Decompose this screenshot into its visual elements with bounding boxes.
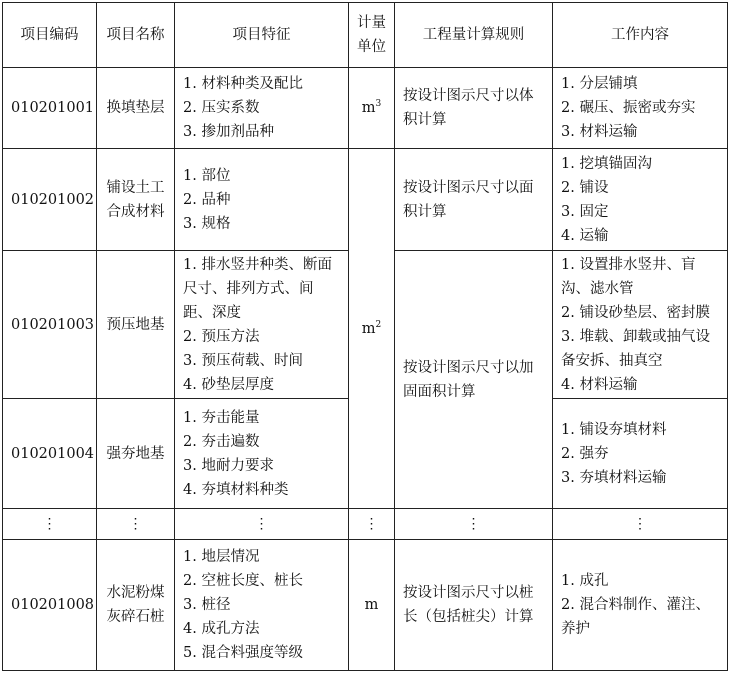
work-item: 2. 碾压、振密或夯实	[561, 100, 696, 116]
row-features	[175, 251, 349, 399]
feature-item: 3. 地耐力要求	[183, 457, 274, 474]
row-work	[553, 399, 728, 509]
row-work	[553, 251, 728, 399]
feature-item: 4. 砂垫层厚度	[183, 376, 274, 393]
work-item: 2. 强夯	[561, 445, 609, 462]
feature-item: 1. 夯击能量	[183, 409, 260, 426]
feature-item: 1. 部位	[183, 167, 231, 184]
work-item: 3. 夯填材料运输	[561, 469, 667, 486]
header-name: 项目名称	[97, 3, 175, 68]
work-item: 2. 铺设砂垫层、密封膜	[561, 304, 710, 321]
row-code: 010201004	[3, 399, 97, 509]
work-item: 2. 铺设	[561, 179, 609, 196]
row-name: 换填垫层	[97, 68, 175, 149]
feature-item: 2. 空桩长度、桩长	[183, 573, 303, 589]
unit-base: m	[361, 320, 376, 337]
ellipsis-mark: ⋮	[97, 509, 175, 540]
ellipsis-mark: ⋮	[395, 509, 553, 540]
row-code: 010201002	[3, 149, 97, 251]
header-code: 项目编码	[3, 3, 97, 68]
rule-text: 按设计图示尺寸以桩长（包括桩尖）计算	[403, 585, 534, 625]
feature-item: 1. 排水竖井种类、断面尺寸、排列方式、间距、深度	[183, 256, 332, 321]
work-item: 1. 挖填锚固沟	[561, 155, 652, 172]
work-item: 1. 设置排水竖井、盲沟、滤水管	[561, 256, 696, 297]
row-rule	[395, 540, 553, 671]
feature-item: 3. 桩径	[183, 597, 231, 613]
header-unit-line1: 计量	[357, 15, 386, 31]
work-item: 2. 混合料制作、灌注、养护	[561, 597, 710, 637]
ellipsis-mark: ⋮	[3, 509, 97, 540]
work-item: 4. 运输	[561, 227, 609, 244]
ellipsis-mark: ⋮	[349, 509, 395, 540]
row-rule	[395, 68, 553, 149]
unit-exponent: 2	[375, 319, 382, 330]
feature-item: 2. 预压方法	[183, 328, 260, 345]
header-work: 工作内容	[553, 3, 728, 68]
name-text: 铺设土工合成材料	[106, 179, 165, 220]
header-features: 项目特征	[175, 3, 349, 68]
row-features	[175, 68, 349, 149]
table-row	[3, 540, 728, 671]
feature-item: 4. 成孔方法	[183, 621, 260, 637]
row-work	[553, 68, 728, 149]
row-code: 010201003	[3, 251, 97, 399]
work-item: 1. 分层铺填	[561, 76, 638, 92]
feature-item: 2. 品种	[183, 191, 231, 208]
work-item: 3. 材料运输	[561, 124, 638, 140]
row-unit: m	[349, 540, 395, 671]
unit-base: m	[361, 100, 376, 116]
header-row	[3, 3, 728, 68]
row-work	[553, 149, 728, 251]
feature-item: 4. 夯填材料种类	[183, 481, 289, 498]
work-item: 4. 材料运输	[561, 376, 638, 393]
unit-exponent: 3	[375, 99, 382, 110]
feature-item: 3. 预压荷载、时间	[183, 352, 303, 369]
row-features	[175, 149, 349, 251]
row-work	[553, 540, 728, 671]
feature-item: 1. 材料种类及配比	[183, 76, 303, 92]
ellipsis-row	[3, 509, 728, 540]
table-row	[3, 149, 728, 251]
feature-item: 2. 压实系数	[183, 100, 260, 116]
work-item: 1. 铺设夯填材料	[561, 421, 667, 438]
spec-table	[2, 2, 728, 671]
row-code: 010201001	[3, 68, 97, 149]
table-row	[3, 68, 728, 149]
rule-text: 按设计图示尺寸以体积计算	[403, 88, 534, 128]
header-unit-line2: 单位	[357, 39, 386, 55]
row-unit	[349, 68, 395, 149]
rule-text: 按设计图示尺寸以面积计算	[403, 179, 534, 220]
work-item: 1. 成孔	[561, 573, 609, 589]
row-unit-shared	[349, 149, 395, 509]
row-features	[175, 399, 349, 509]
feature-item: 5. 混合料强度等级	[183, 645, 303, 661]
header-unit	[349, 3, 395, 68]
row-rule	[395, 149, 553, 251]
ellipsis-mark: ⋮	[175, 509, 349, 540]
row-name	[97, 540, 175, 671]
row-name: 预压地基	[97, 251, 175, 399]
feature-item: 2. 夯击遍数	[183, 433, 260, 450]
row-features	[175, 540, 349, 671]
work-item: 3. 堆载、卸载或抽气设备安拆、抽真空	[561, 328, 710, 369]
work-item: 3. 固定	[561, 203, 609, 220]
row-rule-shared	[395, 251, 553, 509]
ellipsis-mark: ⋮	[553, 509, 728, 540]
header-rule: 工程量计算规则	[395, 3, 553, 68]
rule-text: 按设计图示尺寸以加固面积计算	[403, 359, 534, 400]
row-code: 010201008	[3, 540, 97, 671]
row-name: 强夯地基	[97, 399, 175, 509]
feature-item: 3. 掺加剂品种	[183, 124, 274, 140]
name-text: 水泥粉煤灰碎石桩	[106, 585, 165, 625]
feature-item: 3. 规格	[183, 215, 231, 232]
row-name	[97, 149, 175, 251]
feature-item: 1. 地层情况	[183, 549, 260, 565]
